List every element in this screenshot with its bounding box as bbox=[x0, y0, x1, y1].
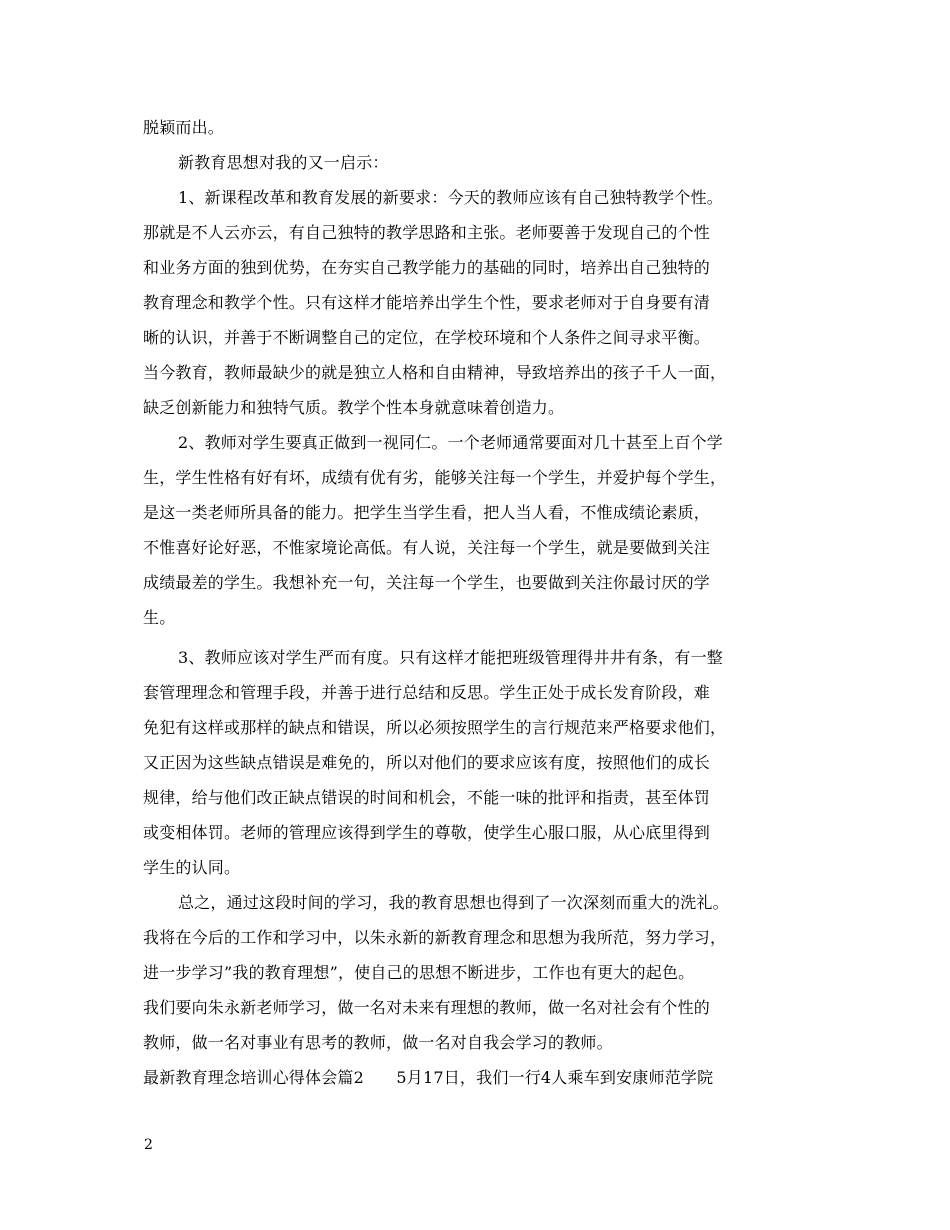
text-line: 3、教师应该对学生严而有度。只有这样才能把班级管理得井井有条，有一整 bbox=[178, 648, 723, 667]
text-line: 成绩最差的学生。我想补充一句，关注每一个学生，也要做到关注你最讨厌的学 bbox=[143, 573, 711, 592]
text-line: 最新教育理念培训心得体会篇2 5月17日，我们一行4人乘车到安康师范学院 bbox=[143, 1068, 714, 1087]
text-line: 我将在今后的工作和学习中，以朱永新的新教育理念和思想为我所范，努力学习， bbox=[143, 928, 727, 947]
text-line: 是这一类老师所具备的能力。把学生当学生看，把人当人看，不惟成绩论素质， bbox=[143, 503, 711, 522]
page-number: 2 bbox=[144, 1137, 153, 1153]
text-line: 那就是不人云亦云，有自己独特的教学思路和主张。老师要善于发现自己的个性 bbox=[143, 223, 711, 242]
text-line: 脱颖而出。 bbox=[143, 118, 225, 137]
text-line: 总之，通过这段时间的学习，我的教育思想也得到了一次深刻而重大的洗礼。 bbox=[178, 893, 729, 912]
text-line: 当今教育，教师最缺少的就是独立人格和自由精神，导致培养出的孩子千人一面， bbox=[143, 363, 727, 382]
text-line: 规律，给与他们改正缺点错误的时间和机会，不能一味的批评和指责，甚至体罚 bbox=[143, 788, 711, 807]
text-line: 学生的认同。 bbox=[143, 858, 241, 877]
text-line: 教育理念和教学个性。只有这样才能培养出学生个性，要求老师对于自身要有清 bbox=[143, 293, 711, 312]
text-line: 免犯有这样或那样的缺点和错误，所以必须按照学生的言行规范来严格要求他们， bbox=[143, 718, 727, 737]
text-line: 或变相体罚。老师的管理应该得到学生的尊敬，使学生心服口服，从心底里得到 bbox=[143, 823, 711, 842]
text-line: 新教育思想对我的又一启示： bbox=[178, 153, 389, 172]
text-line: 进一步学习”我的教育理想”，使自己的思想不断进步，工作也有更大的起色。 bbox=[143, 963, 695, 982]
text-line: 我们要向朱永新老师学习，做一名对未来有理想的教师，做一名对社会有个性的 bbox=[143, 998, 711, 1017]
text-line: 缺乏创新能力和独特气质。教学个性本身就意味着创造力。 bbox=[143, 398, 565, 417]
text-line: 2、教师对学生要真正做到一视同仁。一个老师通常要面对几十甚至上百个学 bbox=[178, 433, 723, 452]
text-line: 套管理理念和管理手段，并善于进行总结和反思。学生正处于成长发育阶段，难 bbox=[143, 683, 711, 702]
text-line: 生。 bbox=[143, 608, 176, 627]
text-line: 教师，做一名对事业有思考的教师，做一名对自我会学习的教师。 bbox=[143, 1033, 613, 1052]
text-line: 不惟喜好论好恶，不惟家境论高低。有人说，关注每一个学生，就是要做到关注 bbox=[143, 538, 711, 557]
text-line: 生，学生性格有好有坏，成绩有优有劣，能够关注每一个学生，并爱护每个学生， bbox=[143, 468, 727, 487]
text-line: 晰的认识，并善于不断调整自己的定位，在学校环境和个人条件之间寻求平衡。 bbox=[143, 328, 711, 347]
text-line: 1、新课程改革和教育发展的新要求：今天的教师应该有自己独特教学个性。 bbox=[178, 188, 723, 207]
text-line: 又正因为这些缺点错误是难免的，所以对他们的要求应该有度，按照他们的成长 bbox=[143, 753, 711, 772]
text-line: 和业务方面的独到优势，在夯实自己教学能力的基础的同时，培养出自己独特的 bbox=[143, 258, 711, 277]
